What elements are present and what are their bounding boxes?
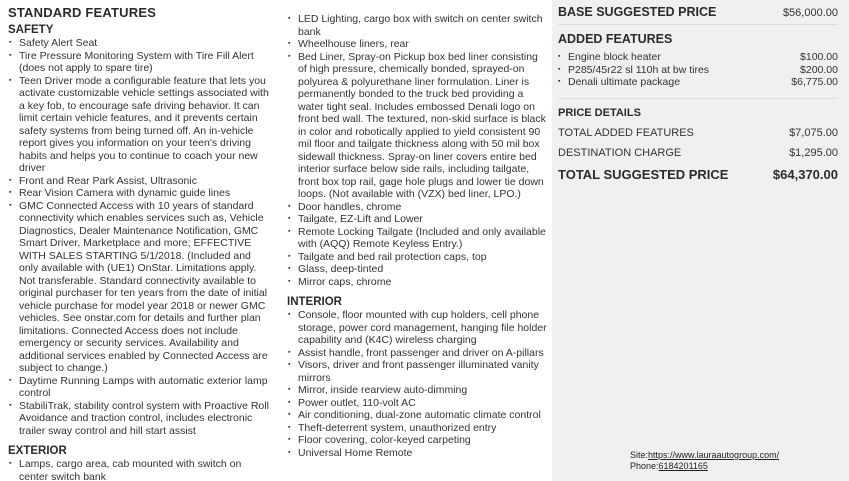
feature-item: ▪ Safety Alert Seat bbox=[8, 37, 272, 50]
price-details-rows bbox=[558, 127, 838, 159]
feature-item: ▪ LED Lighting, cargo box with switch on center switch bank bbox=[287, 13, 549, 38]
phone-link[interactable]: 6184201165 bbox=[658, 461, 708, 471]
section-heading-exterior: EXTERIOR bbox=[8, 445, 67, 457]
total-suggested-price-row bbox=[558, 167, 838, 182]
feature-item: ▪ Remote Locking Tailgate (Included and only available with (AQQ) Remote Keyless Entry.) bbox=[287, 226, 549, 251]
price-row-label: ▪ Engine block heater bbox=[558, 51, 661, 64]
feature-item: ▪ Glass, deep-tinted bbox=[287, 263, 549, 276]
feature-item: ▪ GMC Connected Access with 10 years of standard connectivity which enables services such as, Vehicle Diagnostics, Dealer Maintenance Notification, GMC Smart Driver, Marketplace and more; EFFECTIVE WITH SALES STARTING 5/1/2018. (Included and only available with (UE1) OnStar. Limitations apply. Not transferable. Standard connectivity available to original purchaser for ten years from the date of initial vehicle purchase for model year 2018 or newer GMC vehicles. See onstar.com for details and further plan limitations. Connected Access does not include emergency or security services. Availability and additional services enabled by Connected Access are subject to change.) bbox=[8, 200, 272, 375]
base-suggested-price-row bbox=[558, 3, 838, 25]
feature-item: ▪ Tire Pressure Monitoring System with Tire Fill Alert (does not apply to spare tire) bbox=[8, 50, 272, 75]
features-column-middle bbox=[287, 13, 549, 459]
page-title: STANDARD FEATURES bbox=[8, 5, 157, 20]
price-row bbox=[558, 64, 838, 77]
feature-item: ▪ Teen Driver mode a configurable feature that lets you activate customizable vehicle settings associated with a key fob, to encourage safe driving behavior. It can limit certain vehicle features, and it prevents certain safety systems from being turned off. An in-vehicle report gives you information on your teen's driving habits and helps you to continue to coach your new driver bbox=[8, 75, 272, 175]
feature-item: ▪ Daytime Running Lamps with automatic exterior lamp control bbox=[8, 375, 272, 400]
feature-item: ▪ Floor covering, color-keyed carpeting bbox=[287, 434, 549, 447]
price-summary-panel bbox=[552, 0, 849, 481]
price-row-value: $100.00 bbox=[800, 51, 838, 63]
price-row-label: ▪ P285/45r22 sl 110h at bw tires bbox=[558, 64, 709, 77]
feature-item: ▪ Tailgate, EZ-Lift and Lower bbox=[287, 213, 549, 226]
base-suggested-price-value: $56,000.00 bbox=[782, 7, 838, 19]
feature-item: ▪ Lamps, cargo area, cab mounted with switch on center switch bank bbox=[8, 458, 272, 481]
safety-feature-list bbox=[8, 37, 272, 437]
feature-item: ▪ Air conditioning, dual-zone automatic climate control bbox=[287, 409, 549, 422]
feature-item: ▪ Bed Liner, Spray-on Pickup box bed liner consisting of high pressure, chemically bonded, sprayed-on polyurea & polyurethane liner formulation. Liner is permanently bonded to the truck bed providing a water tight seal. Includes embossed Denali logo on front bed wall. The textured, non-skid surface is black in color and robotically applied to yield consistent 90 mil floor and tailgate thickness along with 50 mil box sidewall thickness. Spray-on liner covers entire bed interior surface below side rails, including tailgate, front box top rail, gage hole plugs and lower tie down loops. (Not available with (VZX) bed liner, LPO.) bbox=[287, 51, 549, 201]
feature-item: ▪ Mirror, inside rearview auto-dimming bbox=[287, 384, 549, 397]
interior-feature-list bbox=[287, 309, 549, 459]
price-row-value: $6,775.00 bbox=[791, 76, 838, 88]
features-column-left bbox=[8, 5, 272, 481]
price-row-value: $1,295.00 bbox=[789, 146, 838, 159]
dealer-contact-block bbox=[630, 450, 779, 472]
price-row-label: TOTAL ADDED FEATURES bbox=[558, 126, 694, 139]
phone-label: Phone: bbox=[630, 461, 659, 471]
site-link[interactable]: https://www.lauraautogroup.com/ bbox=[648, 450, 780, 460]
feature-item: ▪ Door handles, chrome bbox=[287, 201, 549, 214]
section-heading-interior: INTERIOR bbox=[287, 296, 342, 308]
feature-item: ▪ Assist handle, front passenger and driver on A-pillars bbox=[287, 347, 549, 360]
site-line bbox=[630, 450, 779, 461]
feature-item: ▪ Mirror caps, chrome bbox=[287, 276, 549, 289]
exterior-feature-list bbox=[8, 458, 272, 481]
price-row-label: DESTINATION CHARGE bbox=[558, 146, 682, 159]
price-row-value: $7,075.00 bbox=[789, 126, 838, 139]
feature-item: ▪ Rear Vision Camera with dynamic guide lines bbox=[8, 187, 272, 200]
base-suggested-price-label: BASE SUGGESTED PRICE bbox=[558, 5, 717, 19]
feature-item: ▪ Universal Home Remote bbox=[287, 447, 549, 460]
section-heading-safety: SAFETY bbox=[8, 24, 54, 36]
price-row bbox=[558, 147, 838, 159]
exterior-continued-feature-list bbox=[287, 13, 549, 288]
price-row bbox=[558, 51, 838, 64]
feature-item: ▪ Front and Rear Park Assist, Ultrasonic bbox=[8, 175, 272, 188]
feature-item: ▪ Visors, driver and front passenger illuminated vanity mirrors bbox=[287, 359, 549, 384]
price-row-value: $200.00 bbox=[800, 63, 838, 76]
price-row-label: ▪ Denali ultimate package bbox=[558, 76, 680, 89]
phone-line bbox=[630, 461, 779, 472]
feature-item: ▪ Theft-deterrent system, unauthorized entry bbox=[287, 422, 549, 435]
feature-item: ▪ Console, floor mounted with cup holders, cell phone storage, power cord management, hanging file holder capability and (K4C) wireless charging bbox=[287, 309, 549, 347]
total-suggested-price-label: TOTAL SUGGESTED PRICE bbox=[558, 166, 729, 182]
feature-item: ▪ Tailgate and bed rail protection caps, top bbox=[287, 251, 549, 264]
feature-item: ▪ StabiliTrak, stability control system with Proactive Roll Avoidance and traction control, includes electronic trailer sway control and hill start assist bbox=[8, 400, 272, 438]
price-details-block bbox=[558, 98, 838, 159]
total-suggested-price-value: $64,370.00 bbox=[772, 166, 838, 182]
added-features-list bbox=[558, 51, 838, 89]
feature-item: ▪ Wheelhouse liners, rear bbox=[287, 38, 549, 51]
feature-item: ▪ Power outlet, 110-volt AC bbox=[287, 397, 549, 410]
price-row bbox=[558, 76, 838, 89]
price-row bbox=[558, 127, 838, 139]
site-label: Site: bbox=[630, 450, 649, 460]
price-details-heading: PRICE DETAILS bbox=[558, 106, 641, 119]
added-features-heading: ADDED FEATURES bbox=[558, 32, 673, 46]
